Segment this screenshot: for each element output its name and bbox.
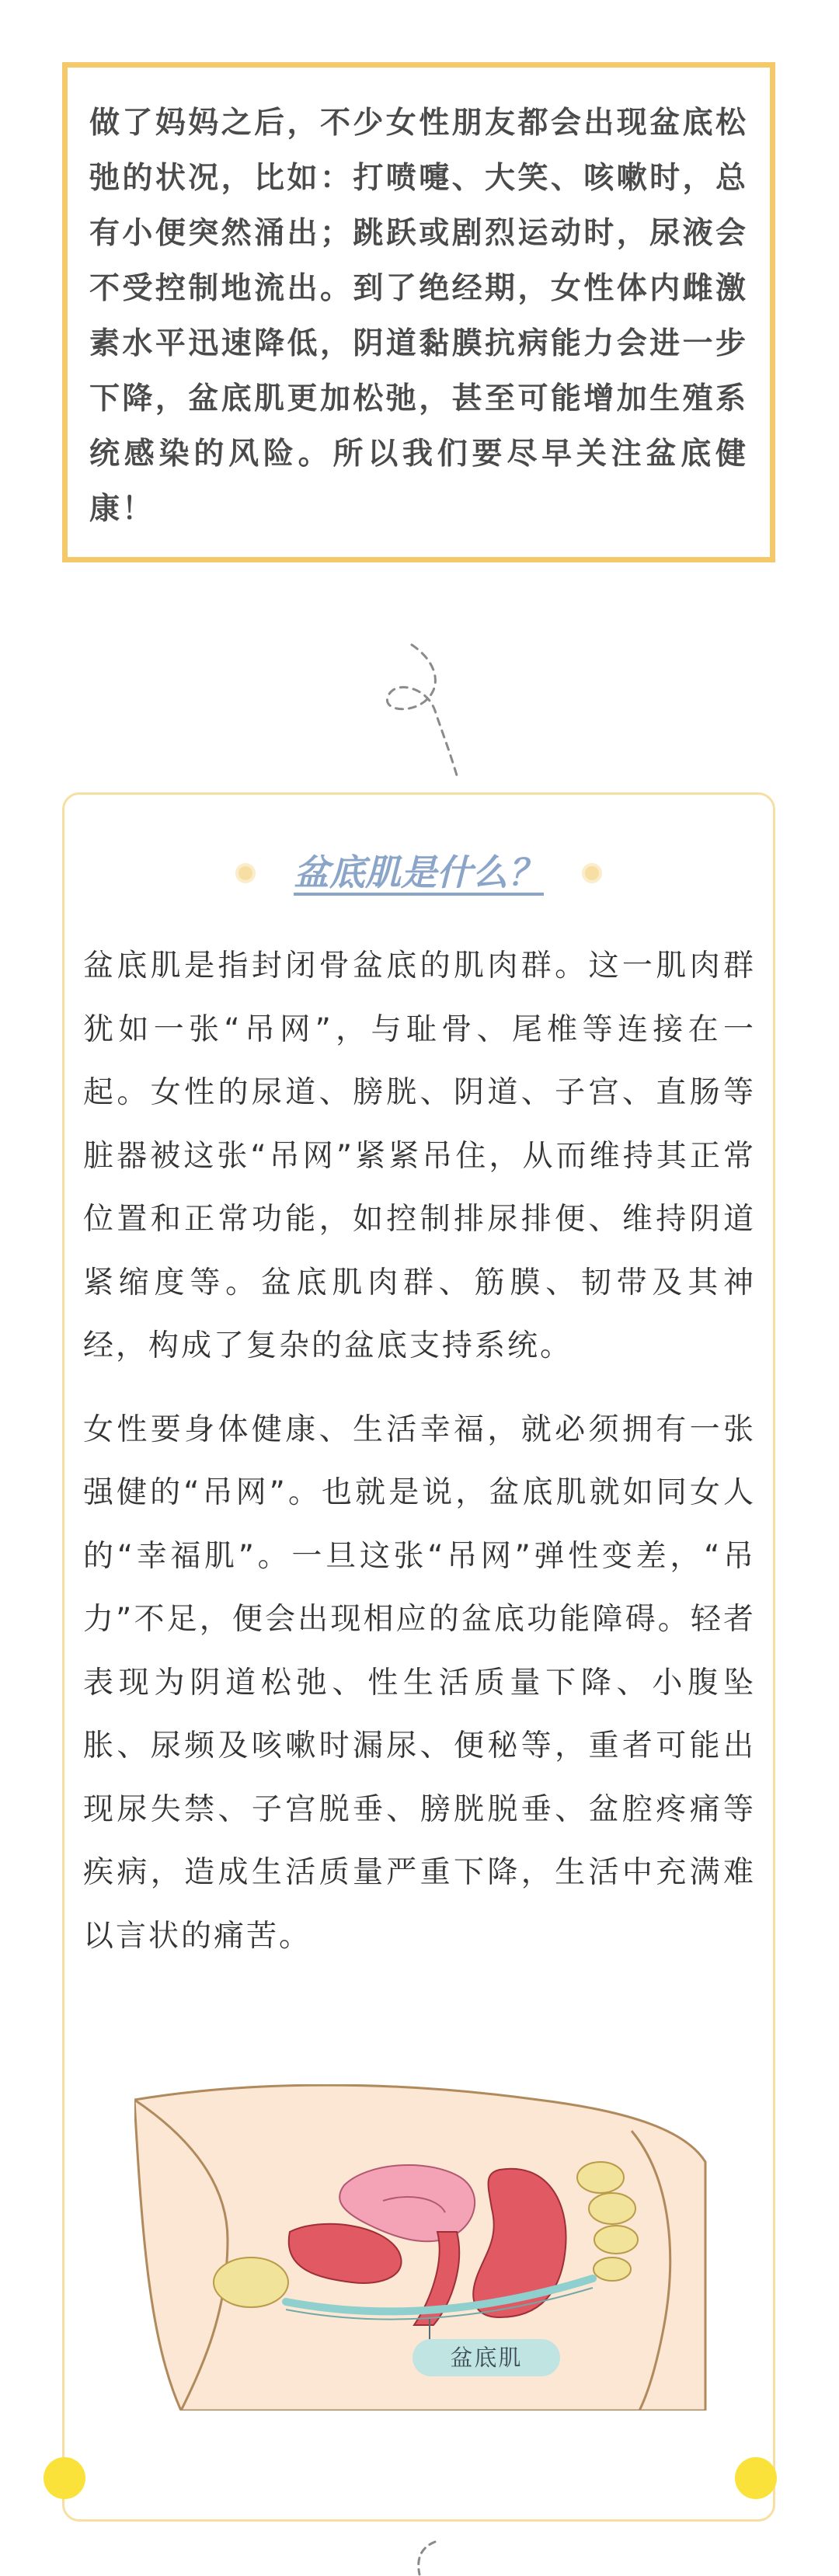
intro-text: 做了妈妈之后，不少女性朋友都会出现盆底松弛的状况，比如：打喷嚏、大笑、咳嗽时，总有小便突然涌出；跳跃或剧烈运动时，尿液会不受控制地流出。到了绝经期，女性体内雌激素水平迅速降低，阴道黏膜抗病能力会进一步下降，盆底肌更加松弛，甚至可能增加生殖系统感染的风险。所以我们要尽早关注盆底健康！ <box>89 106 748 527</box>
paragraph-importance: 女性要身体健康、生活幸福，就必须拥有一张强健的“吊网”。也就是说，盆底肌就如同女人的“幸福肌”。一旦这张“吊网”弹性变差，“吊力”不足，便会出现相应的盆底功能障碍。轻者表现为阴道松弛、性生活质量下降、小腹坠胀、尿频及咳嗽时漏尿、便秘等，重者可能出现尿失禁、子宫脱垂、膀胱脱垂、盆腔疼痛等疾病，造成生活质量严重下降，生活中充满难以言状的痛苦。 <box>83 1412 756 1954</box>
paragraph-definition: 盆底肌是指封闭骨盆底的肌肉群。这一肌肉群犹如一张“吊网”，与耻骨、尾椎等连接在一起。女性的尿道、膀胱、阴道、子宫、直肠等脏器被这张“吊网”紧紧吊住，从而维持其正常位置和正常功能，如控制排尿排便、维持阴道紧缩度等。盆底肌肉群、筋膜、韧带及其神经，构成了复杂的盆底支持系统。 <box>83 949 756 1363</box>
intro-box <box>62 62 775 562</box>
corner-dot-right <box>735 2457 777 2499</box>
dashed-curl-decoration <box>357 637 497 785</box>
section-title-row <box>64 849 773 896</box>
section-body <box>83 935 756 1988</box>
title-dot-right <box>585 866 599 880</box>
section-title: 盆底肌是什么？ <box>294 851 544 893</box>
title-dot-left <box>238 866 252 880</box>
pelvic-floor-label: 盆底肌 <box>413 2339 560 2376</box>
content-card <box>62 792 775 2522</box>
dashed-curl-decoration-bottom <box>404 2539 451 2576</box>
corner-dot-left <box>44 2457 85 2499</box>
